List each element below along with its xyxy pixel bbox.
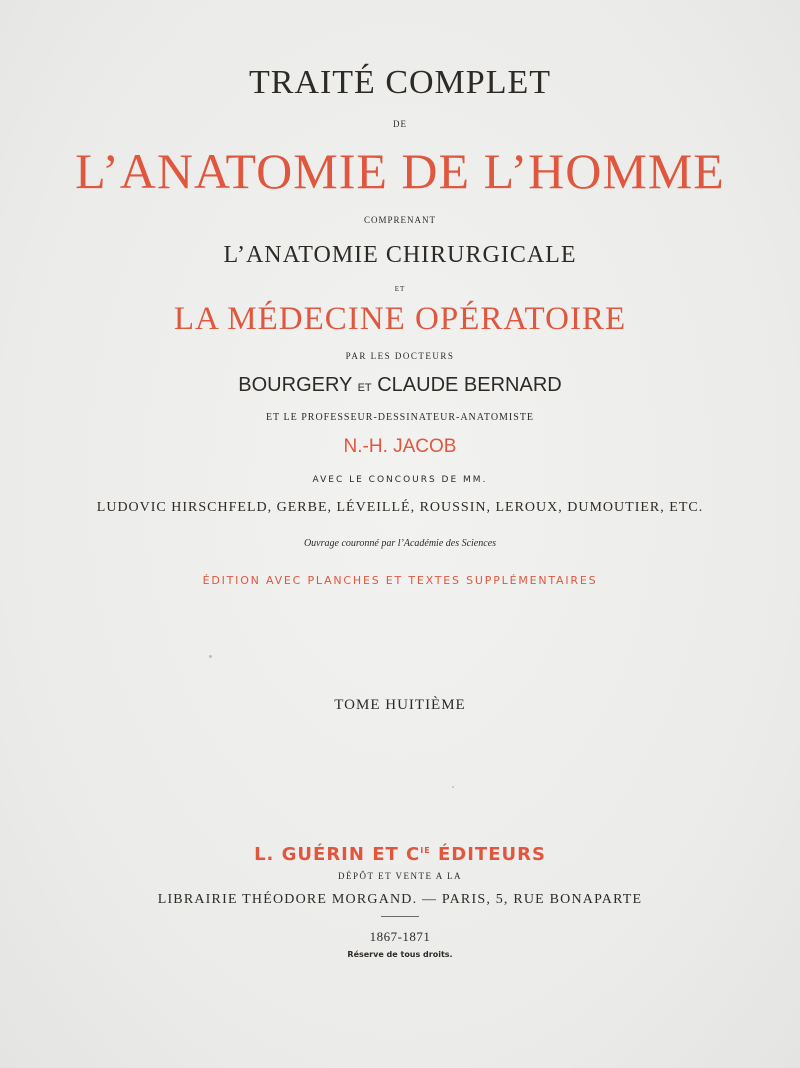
authors-et: ET	[357, 382, 372, 394]
main-title: L’ANATOMIE DE L’HOMME	[75, 143, 725, 199]
rights-reserved: Réserve de tous droits.	[347, 950, 453, 959]
illustrator-name: N.-H. JACOB	[343, 436, 457, 457]
edition-note: ÉDITION AVEC PLANCHES ET TEXTES SUPPLÉMENTAIRES	[202, 574, 598, 587]
de-connector: DE	[393, 119, 407, 129]
comprenant-connector: COMPRENANT	[363, 215, 436, 225]
traite-complet-heading: TRAITÉ COMPLET	[248, 64, 552, 101]
depot-line: DÉPÔT ET VENTE A LA	[337, 871, 462, 881]
paper-speck	[209, 655, 212, 658]
publisher-main: L. GUÉRIN ET C	[254, 844, 421, 865]
paper-speck	[452, 786, 454, 788]
publication-years: 1867-1871	[369, 929, 431, 944]
subtitle-anatomie-chirurgicale: L’ANATOMIE CHIRURGICALE	[223, 242, 577, 268]
publisher-end: ÉDITEURS	[430, 844, 546, 865]
subtitle-medecine-operatoire: LA MÉDECINE OPÉRATOIRE	[173, 301, 627, 337]
professor-line: ET LE PROFESSEUR-DESSINATEUR-ANATOMISTE	[265, 412, 535, 423]
et-connector: ET	[394, 285, 406, 293]
librairie-address: LIBRAIRIE THÉODORE MORGAND. — PARIS, 5, RUE BONAPARTE	[157, 892, 643, 907]
volume-label: TOME HUITIÈME	[334, 697, 466, 713]
par-les-docteurs: PAR LES DOCTEURS	[345, 351, 455, 361]
ouvrage-couronne: Ouvrage couronné par l’Académie des Sciences	[303, 538, 497, 549]
author-claude-bernard: CLAUDE BERNARD	[377, 374, 562, 396]
publisher-superscript: IE	[420, 846, 431, 855]
divider-rule	[381, 916, 419, 917]
collaborators-list: LUDOVIC HIRSCHFELD, GERBE, LÉVEILLÉ, ROUSSIN, LEROUX, DUMOUTIER, ETC.	[96, 500, 704, 515]
publisher-name	[0, 846, 800, 864]
avec-le-concours: AVEC LE CONCOURS DE MM.	[312, 475, 488, 485]
author-bourgery: BOURGERY	[238, 374, 353, 396]
authors-line	[0, 375, 800, 395]
